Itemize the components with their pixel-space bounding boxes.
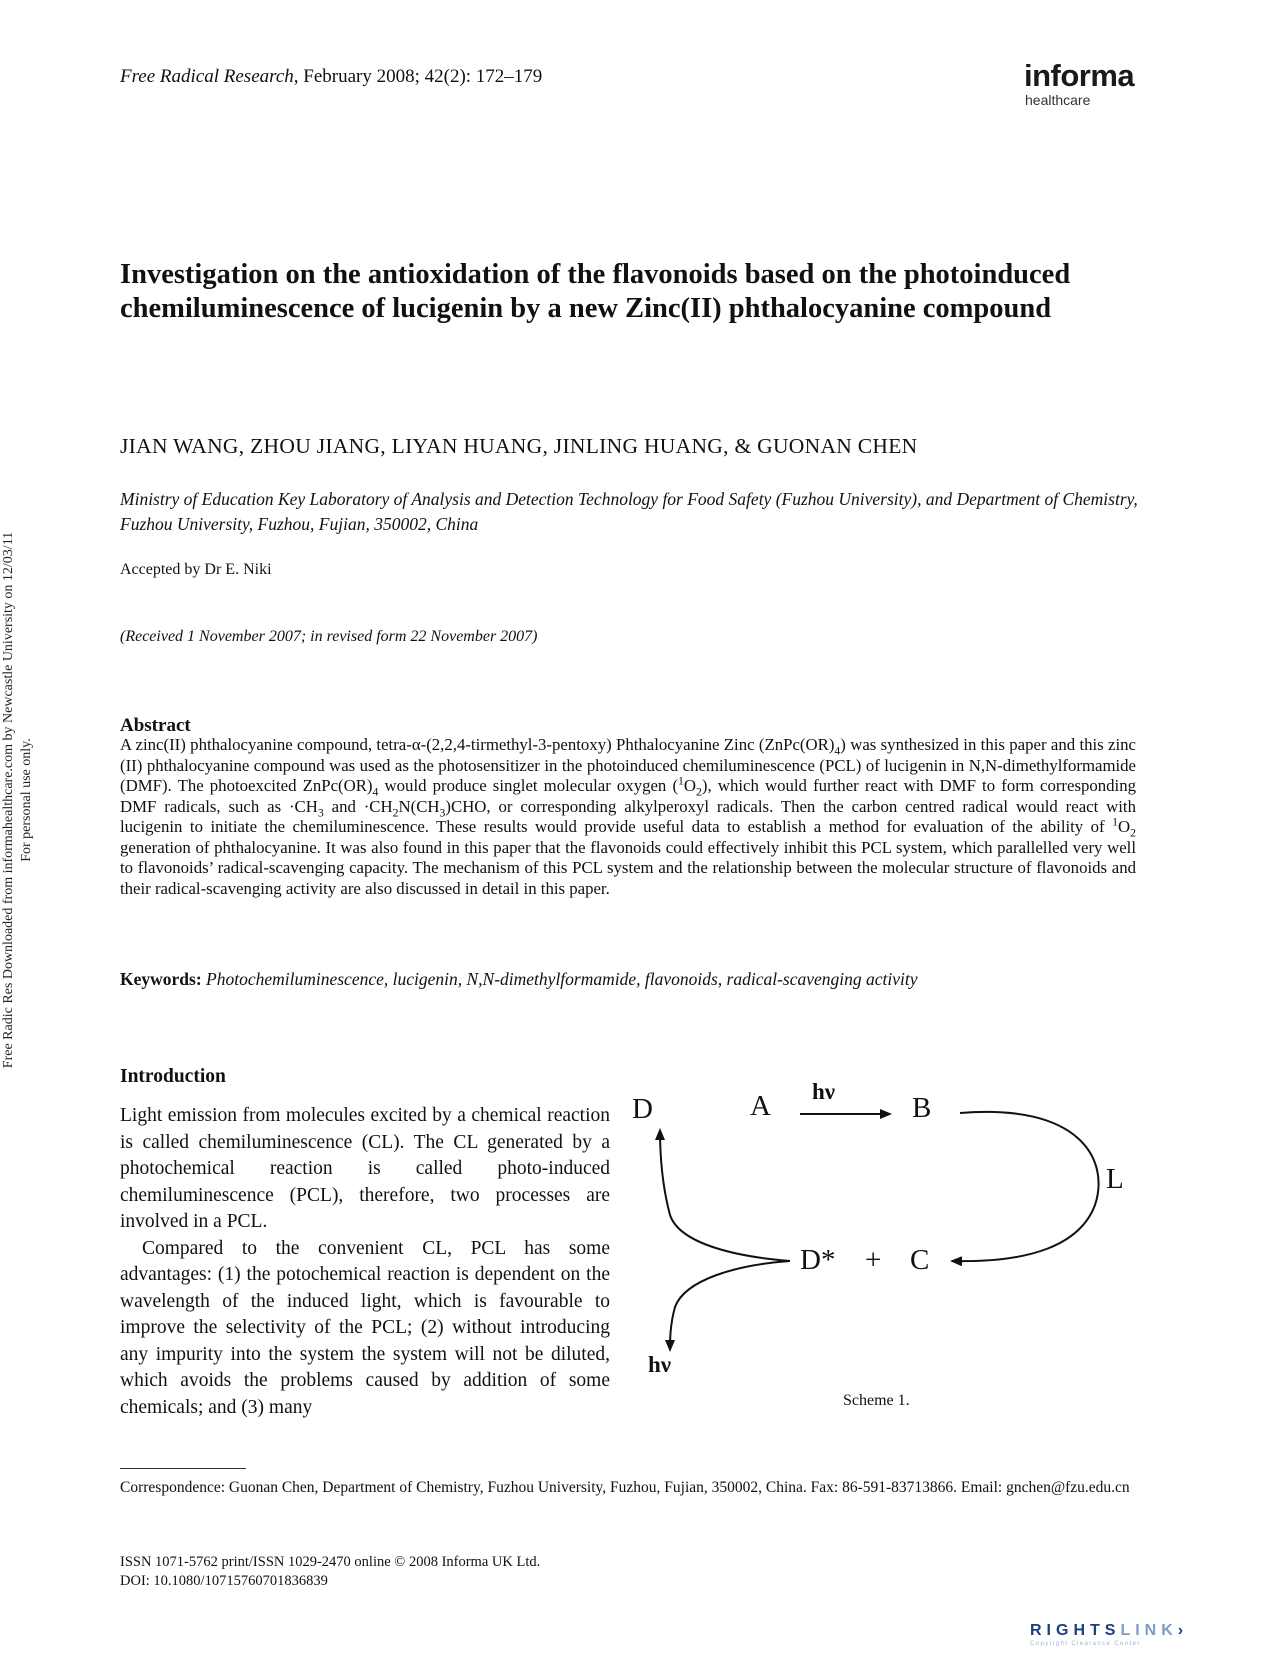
- logo-main-text: informa: [1024, 58, 1135, 93]
- rightslink-logo: [1030, 1622, 1188, 1647]
- journal-citation: [120, 66, 542, 88]
- article-title: Investigation on the antioxidation of the flavonoids based on the photoinduced chemiluminescence of lucigenin by a new Zinc(II) phthalocyanine compound: [120, 259, 1071, 324]
- received-dates: (Received 1 November 2007; in revised form 22 November 2007): [120, 628, 538, 645]
- species-B: B: [912, 1092, 932, 1124]
- introduction-heading: Introduction: [120, 1066, 226, 1087]
- keywords-list: Photochemiluminescence, lucigenin, N,N-dimethylformamide, flavonoids, radical-scavenging activity: [201, 969, 918, 989]
- scheme-caption: Scheme 1.: [843, 1392, 910, 1409]
- abstract-heading: Abstract: [120, 715, 191, 736]
- scheme-diagram: [632, 1075, 1150, 1377]
- affiliation: Ministry of Education Key Laboratory of Analysis and Detection Technology for Food Safety (Fuzhou University), and Department of Chemistry, Fuzhou University, Fuzhou, Fujian, 350002, China: [120, 489, 1138, 534]
- issn-doi-block: [120, 1553, 540, 1591]
- arrow-Dstar-to-hv: [670, 1261, 790, 1350]
- footnote-divider: [120, 1468, 246, 1469]
- introduction-body: [120, 1103, 610, 1421]
- journal-name: Free Radical Research: [120, 66, 294, 87]
- download-watermark: [0, 440, 50, 1160]
- arrow-B-to-C: [952, 1112, 1099, 1261]
- logo-sub-text: healthcare: [1025, 92, 1091, 108]
- publisher-logo: [1024, 60, 1134, 108]
- rightslink-wordmark: RIGHTSLINK›: [1030, 1622, 1189, 1639]
- species-D-star: D*: [800, 1244, 836, 1276]
- author-list: JIAN WANG, ZHOU JIANG, LIYAN HUANG, JINLING HUANG, & GUONAN CHEN: [120, 434, 918, 458]
- watermark-line-1: Free Radic Res Downloaded from informahealthcare.com by Newcastle University on 12/03/11: [1, 531, 16, 1069]
- intro-paragraph-2: Compared to the convenient CL, PCL has some advantages: (1) the potochemical reaction is dependent on the wavelength of the induced light, which is favourable to improve the selectivity of the PCL; (2) without introducing any impurity into the system the system will not be diluted, which avoids the problems caused by addition of some chemicals; and (3) many: [120, 1237, 610, 1418]
- light-hv-top: hν: [812, 1079, 836, 1104]
- abstract-body: A zinc(II) phthalocyanine compound, tetra-α-(2,2,4-tirmethyl-3-pentoxy) Phthalocyanine Zinc $(ZnPc(OR)_4)$ was synthesized in this paper and this zinc (II) phthalocyanine compound was used as the photosensitizer in the photoinduced chemiluminescence (PCL) of lucigenin in N,N-dimethylformamide (DMF). The photoexcited $ZnPc(OR)_4$ would produce singlet molecular oxygen $(^1O_2)$, which would further react with DMF to form corresponding DMF radicals, such as $\cdot CH_3$ and $\cdot CH_2N(CH_3)CHO$, or corresponding alkylperoxyl radicals. Then the carbon centred radical would react with lucigenin to initiate the chemiluminescence. These results would provide useful data to establish a method for evaluation of the ability of $^1O_2$ generation of phthalocyanine. It was also found in this paper that the flavonoids could effectively inhibit this PCL system, which parallelled very well to flavonoids’ radical-scavenging capacity. The mechanism of this PCL system and the relationship between the molecular structure of flavonoids and their radical-scavenging activity are also discussed in detail in this paper.: [120, 735, 1136, 898]
- intro-paragraph-1: Light emission from molecules excited by a chemical reaction is called chemiluminescence (CL). The CL generated by a photochemical reaction is called photo-induced chemiluminescence (PCL), therefore, two processes are involved in a PCL.: [120, 1105, 610, 1232]
- species-D: D: [632, 1093, 653, 1125]
- arrow-Dstar-to-D: [660, 1130, 790, 1261]
- light-hv-bottom: hν: [648, 1352, 672, 1377]
- species-C: C: [910, 1244, 930, 1276]
- watermark-line-2: For personal use only.: [19, 738, 34, 862]
- doi-line: DOI: 10.1080/10715760701836839: [120, 1573, 328, 1589]
- plus-sign: +: [865, 1244, 882, 1276]
- rightslink-tagline: Copyright Clearance Center: [1030, 1641, 1141, 1647]
- accepted-by: Accepted by Dr E. Niki: [120, 561, 272, 578]
- issn-line: ISSN 1071-5762 print/ISSN 1029-2470 online © 2008 Informa UK Ltd.: [120, 1554, 541, 1570]
- correspondence-note: Correspondence: Guonan Chen, Department of Chemistry, Fuzhou University, Fuzhou, Fujian, 350002, China. Fax: 86-591-83713866. Email: gnchen@fzu.edu.cn: [120, 1479, 1130, 1496]
- journal-issue: , February 2008; 42(2): 172–179: [293, 66, 543, 87]
- species-L: L: [1106, 1163, 1124, 1195]
- keywords: [120, 969, 1140, 990]
- keywords-label: Keywords:: [120, 969, 202, 989]
- species-A: A: [750, 1090, 771, 1122]
